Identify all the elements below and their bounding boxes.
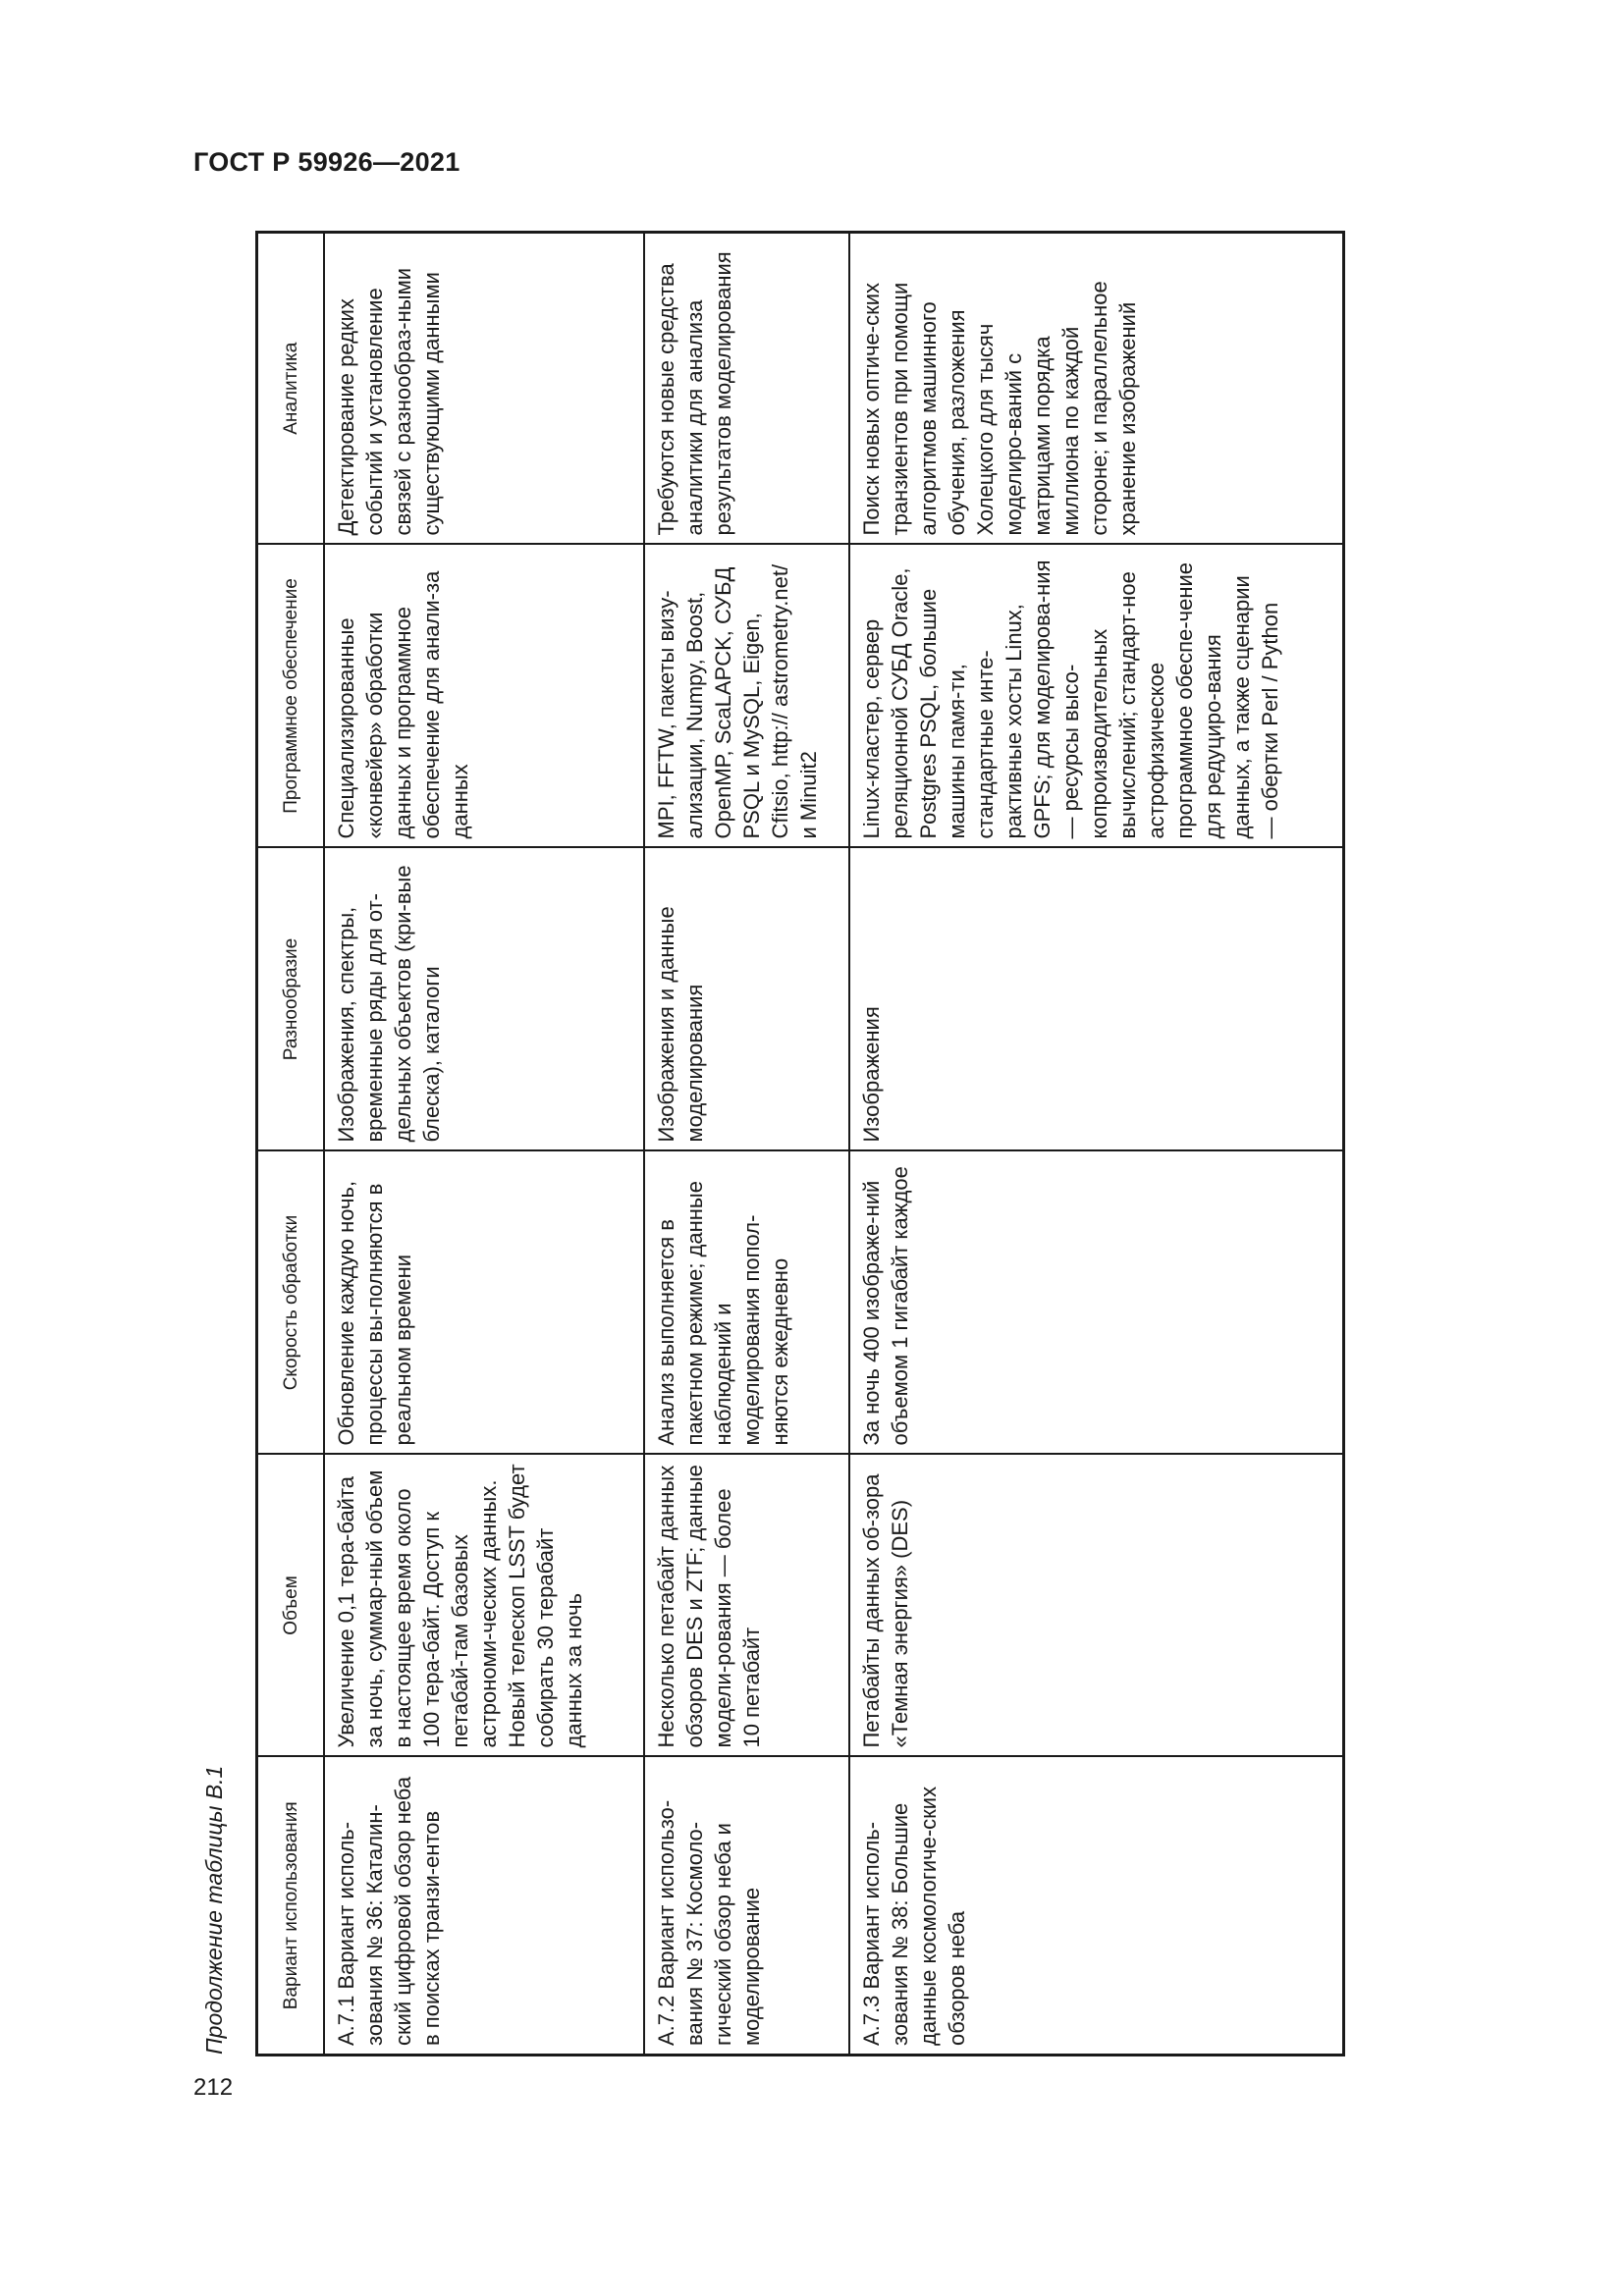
use-case-table [255,231,1345,2056]
table-caption: Продолжение таблицы В.1 [201,1765,227,2055]
table-row [324,233,644,2056]
column-header-volume: Объем [257,1455,325,1757]
column-header-variety: Разнообразие [257,848,325,1151]
cell-velocity: Анализ выполняется в пакетном режиме; данные наблюдений и моделирования попол-няются ежедневно [644,1151,849,1455]
cell-use-case: А.7.3 Вариант исполь-зования № 38: Большие данные космологиче-ских обзоров неба [849,1757,1344,2056]
cell-variety: Изображения и данные моделирования [644,848,849,1151]
cell-velocity: Обновление каждую ночь, процессы вы-полняются в реальном времени [324,1151,644,1455]
column-header-use-case: Вариант использования [257,1757,325,2056]
document-header: ГОСТ Р 59926—2021 [193,147,460,177]
column-header-velocity: Скорость обработки [257,1151,325,1455]
cell-analytics: Детектирование редких событий и установление связей с разнообраз-ными существующими данными [324,233,644,545]
cell-use-case: А.7.2 Вариант использо-вания № 37: Космоло-гический обзор неба и моделирование [644,1757,849,2056]
cell-variety: Изображения, спектры, временные ряды для от-дельных объектов (кри-вые блеска), каталоги [324,848,644,1151]
cell-volume: Увеличение 0,1 тера-байта за ночь, суммар-ный объем в настоящее время около 100 тера-байт. Доступ к петабай-там базовых астрономи-ческих данных. Новый телескоп LSST будет собирать 30 терабайт данных за ночь [324,1455,644,1757]
cell-variety: Изображения [849,848,1344,1151]
cell-software: Специализированные «конвейер» обработки данных и программное обеспечение для анали-за данных [324,545,644,848]
column-header-software: Программное обеспечение [257,545,325,848]
cell-use-case: А.7.1 Вариант исполь-зования № 36: Каталин-ский цифровой обзор неба в поисках транзи-ентов [324,1757,644,2056]
cell-volume: Петабайты данных об-зора «Темная энергия» (DES) [849,1455,1344,1757]
cell-velocity: За ночь 400 изображе-ний объемом 1 гигабайт каждое [849,1151,1344,1455]
cell-analytics: Поиск новых оптиче-ских транзиентов при помощи алгоритмов машинного обучения, разложения Холецкого для тысяч моделиро-ваний с матрицами порядка миллиона по каждой стороне; и параллельное хранение изображений [849,233,1344,545]
table-header-row [257,233,325,2056]
cell-software: MPI, FFTW, пакеты визу-ализации, Numpy, Boost, OpenMP, ScaLAPCK, СУБД PSQL и MySQL, Eigen, Cfitsio, http:// astrometry.net/ и Minuit2 [644,545,849,848]
table-row [849,233,1344,2056]
cell-software: Linux-кластер, сервер реляционной СУБД Oracle, Postgres PSQL, большие машины памя-ти, стандартные инте-рактивные хосты Linux, GPFS; для моделирова-ния — ресурсы высо-копроизводительных вычислений; стандарт-ное астрофизическое программное обеспе-чение для редуциро-вания данных, а также сценарии — обертки Perl / Python [849,545,1344,848]
table-row [644,233,849,2056]
column-header-analytics: Аналитика [257,233,325,545]
table-container [255,234,1304,2056]
cell-volume: Несколько петабайт данных обзоров DES и ZTF; данные модели-рования — более 10 петабайт [644,1455,849,1757]
page-number: 212 [193,2074,234,2101]
cell-analytics: Требуются новые средства аналитики для анализа результатов моделирования [644,233,849,545]
